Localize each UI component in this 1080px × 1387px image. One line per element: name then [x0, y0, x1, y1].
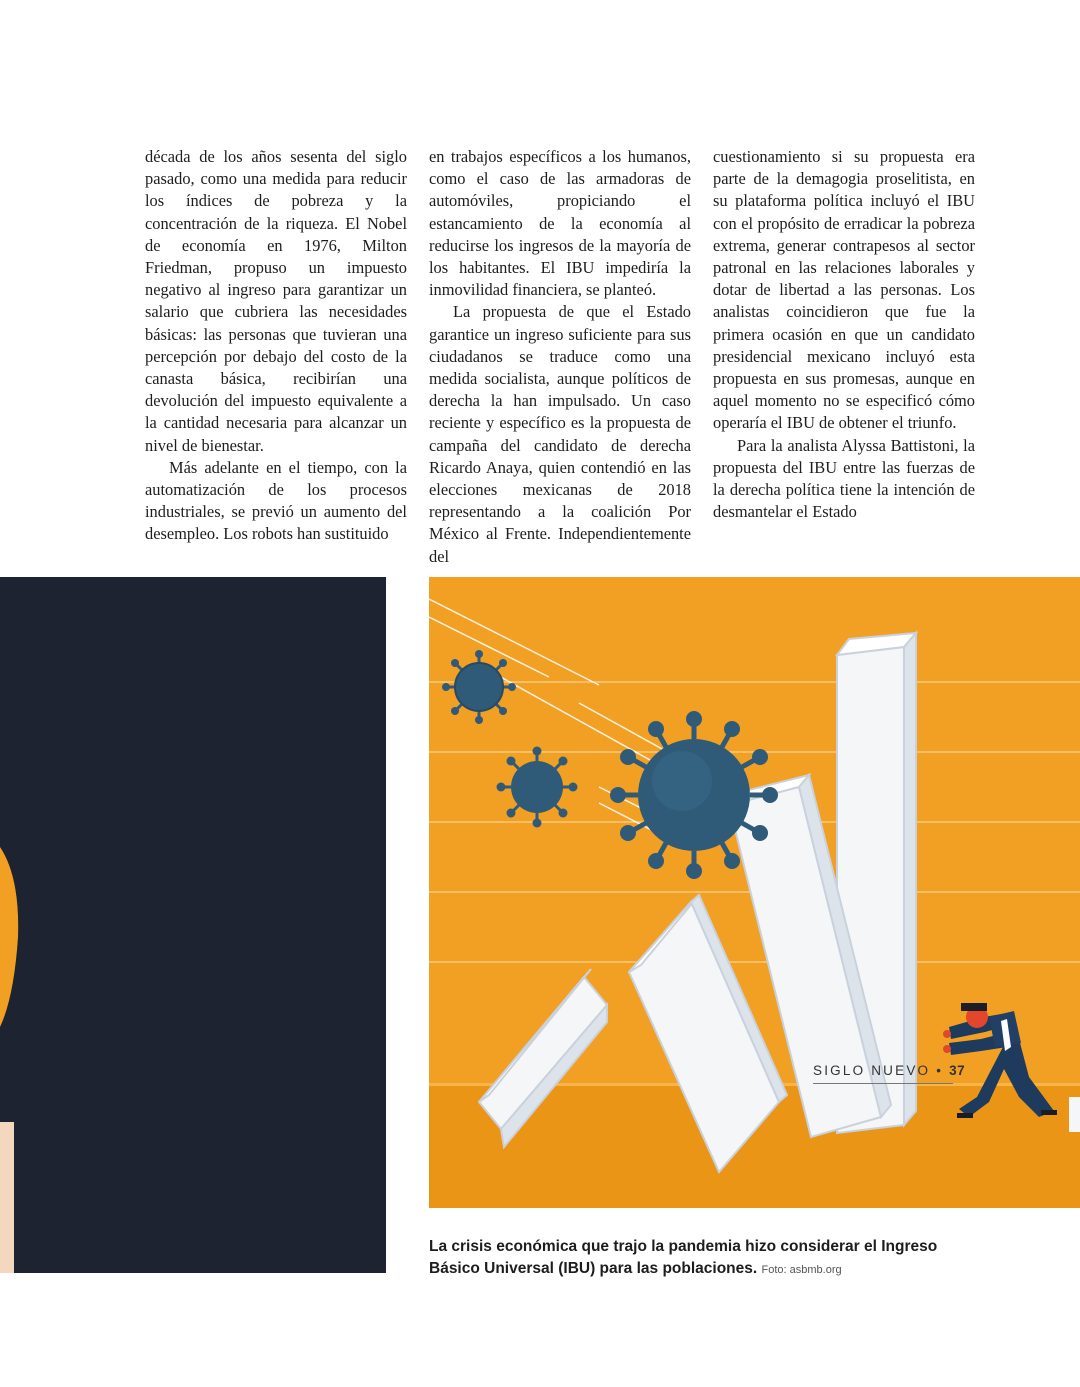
- image-caption: [429, 1236, 989, 1281]
- virus-icon: [497, 747, 578, 828]
- photo-credit: Foto: asbmb.org: [761, 1264, 842, 1276]
- paragraph: en trabajos específicos a los humanos, como el caso de las armadoras de automóviles, propiciando el estancamiento de la economía al reducirse los ingresos de la mayoría de los habitantes. El IBU impediría la inmovilidad financiera, se planteó.: [429, 147, 691, 300]
- article-column-2: [429, 146, 691, 568]
- pandemic-economy-illustration: [429, 577, 1080, 1208]
- left-illustration-art: [0, 577, 386, 1273]
- paragraph: La propuesta de que el Estado garantice un ingreso suficiente para sus ciudadanos se traduce como una medida socialista, aunque políticos de derecha la han impulsado. Un caso reciente y específico es la propuesta de campaña del candidato de derecha Ricardo Anaya, quien contendió en las elecciones mexicanas de 2018 representando a la coalición Por México al Frente. Independientemente del: [429, 302, 691, 566]
- virus-icon: [442, 650, 516, 724]
- page-number: 37: [949, 1063, 966, 1078]
- footer-separator: •: [936, 1063, 944, 1078]
- paragraph: cuestionamiento si su propuesta era parte de la demagogia proselitista, en su plataforma política incluyó el IBU con el propósito de erradicar la pobreza extrema, generar contrapesos al sector patronal en las relaciones laborales y dotar de libertad a las personas. Los analistas coincidieron que fue la primera ocasión en que un candidato presidencial mexicano incluyó esta propuesta en sus promesas, aunque en aquel momento no se especificó cómo operaría el IBU de obtener el triunfo.: [713, 147, 975, 433]
- footer-rule: [813, 1083, 953, 1084]
- magazine-name: SIGLO NUEVO: [813, 1063, 931, 1078]
- caption-text: La crisis económica que trajo la pandemia hizo considerar el Ingreso Básico Universal (IBU) para las poblaciones.: [429, 1238, 938, 1277]
- paragraph: Para la analista Alyssa Battistoni, la propuesta del IBU entre las fuerzas de la derecha política tiene la intención de desmantelar el Estado: [713, 435, 975, 522]
- page-footer: [813, 1063, 966, 1078]
- illustration-art: [429, 577, 1080, 1208]
- paragraph: década de los años sesenta del siglo pasado, como una medida para reducir los índices de pobreza y la concentración de la riqueza. El Nobel de economía en 1976, Milton Friedman, propuso un impuesto negativo al ingreso para garantizar un salario que cubriera las necesidades básicas: las personas que tuvieran una percepción por debajo del costo de la canasta básica, recibirían una devolución del impuesto equivalente a la cantidad necesaria para alcanzar un nivel de bienestar.: [145, 147, 407, 455]
- article-column-3: [713, 146, 975, 523]
- paragraph: Más adelante en el tiempo, con la automatización de los procesos industriales, se previó un aumento del desempleo. Los robots han sustituido: [145, 457, 407, 544]
- left-illustration: [0, 577, 386, 1273]
- article-column-1: [145, 146, 407, 546]
